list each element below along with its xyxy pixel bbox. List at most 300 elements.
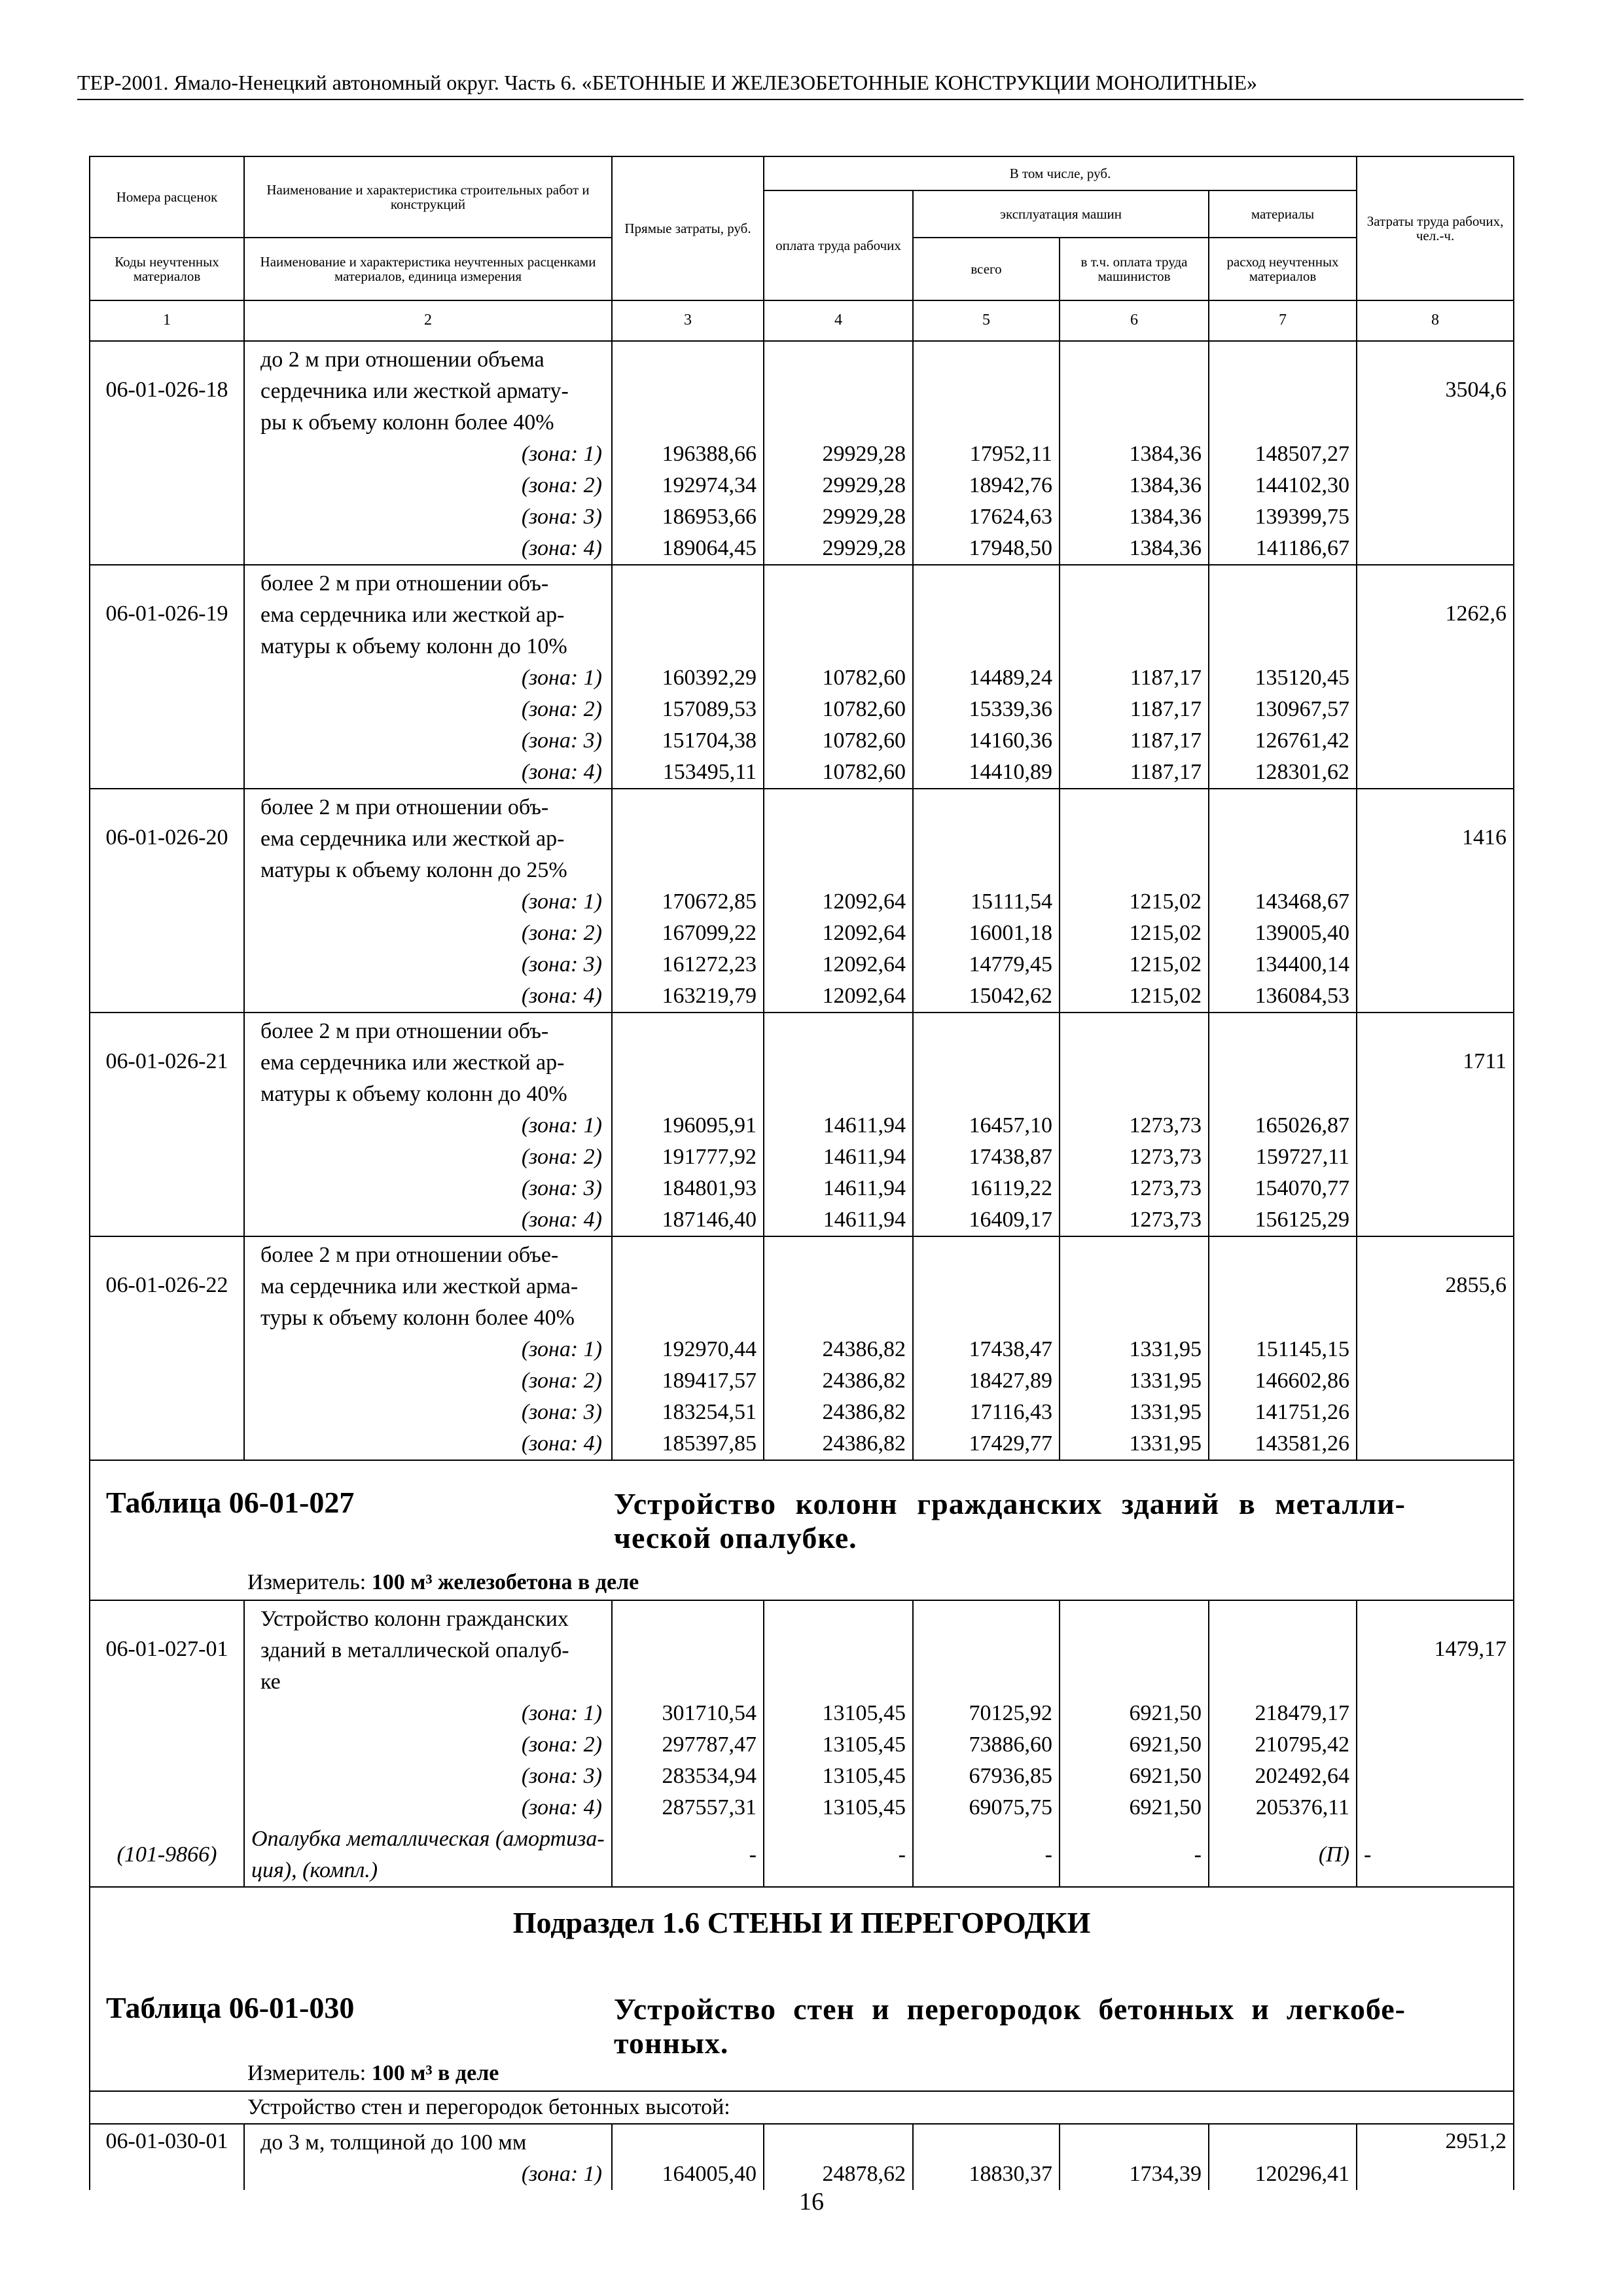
rate-description-line: ры к объему колонн более 40%	[260, 410, 554, 435]
wages-cost: 10782,60	[764, 757, 913, 789]
empty-cell	[90, 1365, 244, 1397]
empty-cell	[1357, 1792, 1514, 1823]
table-caption	[90, 1460, 1514, 1600]
machinist-wages: 1273,73	[1060, 1110, 1209, 1141]
empty-cell	[90, 694, 244, 725]
col-number: 5	[913, 300, 1060, 341]
machines-total: 16001,18	[913, 918, 1060, 949]
empty-cell	[612, 341, 764, 439]
empty-cell	[1357, 470, 1514, 501]
wages-cost: 29929,28	[764, 439, 913, 470]
wages-cost: 12092,64	[764, 980, 913, 1013]
material-value: -	[913, 1823, 1060, 1887]
direct-cost: 189417,57	[612, 1365, 764, 1397]
empty-cell	[913, 565, 1060, 662]
material-description: Опалубка металлическая (амортиза-ция), (компл.)	[244, 1823, 612, 1887]
machinist-wages: 1187,17	[1060, 757, 1209, 789]
zone-row	[90, 980, 1514, 1013]
direct-cost: 297787,47	[612, 1729, 764, 1761]
empty-cell	[913, 789, 1060, 886]
direct-cost: 161272,23	[612, 949, 764, 980]
empty-cell	[1357, 1397, 1514, 1428]
zone-label: (зона: 1)	[244, 886, 612, 918]
empty-cell	[90, 918, 244, 949]
labor-cost: 2855,6	[1357, 1236, 1514, 1334]
machines-total: 14410,89	[913, 757, 1060, 789]
table-unit	[247, 2058, 499, 2089]
direct-cost: 183254,51	[612, 1397, 764, 1428]
empty-cell	[1060, 1236, 1209, 1334]
wages-cost: 14611,94	[764, 1110, 913, 1141]
materials-cost: 202492,64	[1209, 1761, 1357, 1792]
empty-cell	[1209, 565, 1357, 662]
col-number: 1	[90, 300, 244, 341]
wages-cost: 24386,82	[764, 1365, 913, 1397]
machinist-wages: 6921,50	[1060, 1729, 1209, 1761]
direct-cost: 157089,53	[612, 694, 764, 725]
rate-entry	[90, 565, 1514, 662]
empty-cell	[764, 341, 913, 439]
empty-cell	[90, 470, 244, 501]
rate-description-line: более 2 м при отношении объ-	[260, 571, 549, 596]
machines-head: эксплуатация машин	[913, 190, 1209, 238]
empty-cell	[1209, 1236, 1357, 1334]
direct-cost: 185397,85	[612, 1428, 764, 1460]
empty-cell	[764, 1600, 913, 1698]
table-title: Устройство колонн гражданских зданий в металли-ческой опалубке.	[614, 1487, 1406, 1554]
wages-cost: 24386,82	[764, 1428, 913, 1460]
col1-head: Номера расценок	[90, 156, 244, 238]
rate-description-line: более 2 м при отношении объ-	[260, 1019, 549, 1043]
materials-cost: 159727,11	[1209, 1141, 1357, 1173]
machines-total: 15042,62	[913, 980, 1060, 1013]
zone-label: (зона: 3)	[244, 501, 612, 533]
materials-cost: 154070,77	[1209, 1173, 1357, 1204]
group-heading: Устройство стен и перегородок бетонных высотой:	[90, 2091, 1514, 2124]
machinist-wages: 1273,73	[1060, 1141, 1209, 1173]
unit-prefix: Измеритель:	[247, 1570, 366, 1594]
empty-cell	[764, 565, 913, 662]
zone-label: (зона: 1)	[244, 439, 612, 470]
zone-label: (зона: 3)	[244, 1761, 612, 1792]
materials-cost: 126761,42	[1209, 725, 1357, 757]
machinist-wages: 6921,50	[1060, 1698, 1209, 1729]
empty-cell	[1209, 341, 1357, 439]
table-number: Таблица 06-01-027	[106, 1486, 355, 1519]
zone-label: (зона: 4)	[244, 1204, 612, 1236]
zone-label: (зона: 1)	[244, 2159, 612, 2190]
zone-row	[90, 1141, 1514, 1173]
wages-cost: 12092,64	[764, 918, 913, 949]
rate-description-line: до 2 м при отношении объема	[260, 348, 544, 372]
rate-description-line: сердечника или жесткой армату-	[260, 379, 569, 403]
table-number: Таблица 06-01-030	[106, 1991, 355, 2024]
machines-total: 18427,89	[913, 1365, 1060, 1397]
direct-cost: 283534,94	[612, 1761, 764, 1792]
direct-cost: 153495,11	[612, 757, 764, 789]
machinist-wages: 1384,36	[1060, 470, 1209, 501]
empty-cell	[1357, 1365, 1514, 1397]
empty-cell	[1357, 1729, 1514, 1761]
empty-cell	[1357, 1110, 1514, 1141]
rate-description-line: Устройство колонн гражданских	[260, 1607, 569, 1631]
rate-code: 06-01-026-20	[90, 789, 244, 886]
zone-label: (зона: 1)	[244, 1698, 612, 1729]
zone-label: (зона: 3)	[244, 725, 612, 757]
empty-cell	[90, 1141, 244, 1173]
rate-description	[244, 1600, 612, 1698]
rate-code: 06-01-026-19	[90, 565, 244, 662]
machines-total: 14489,24	[913, 662, 1060, 694]
zone-row	[90, 1792, 1514, 1823]
zone-label: (зона: 1)	[244, 662, 612, 694]
direct-cost: 170672,85	[612, 886, 764, 918]
zone-row	[90, 1761, 1514, 1792]
zone-label: (зона: 4)	[244, 1792, 612, 1823]
col6-head: в т.ч. оплата труда машинистов	[1060, 238, 1209, 300]
empty-cell	[1357, 1173, 1514, 1204]
materials-cost: 130967,57	[1209, 694, 1357, 725]
wages-cost: 10782,60	[764, 694, 913, 725]
material-value: -	[612, 1823, 764, 1887]
machines-total: 18942,76	[913, 470, 1060, 501]
direct-cost: 184801,93	[612, 1173, 764, 1204]
wages-cost: 29929,28	[764, 470, 913, 501]
empty-cell	[1357, 501, 1514, 533]
col-number: 3	[612, 300, 764, 341]
machines-total: 17948,50	[913, 533, 1060, 565]
rate-code: 06-01-026-21	[90, 1013, 244, 1110]
zone-label: (зона: 4)	[244, 1428, 612, 1460]
zone-row	[90, 886, 1514, 918]
empty-cell	[1209, 2124, 1357, 2159]
zone-row	[90, 533, 1514, 565]
labor-cost: 1479,17	[1357, 1600, 1514, 1698]
machinist-wages: 1215,02	[1060, 918, 1209, 949]
machinist-wages: 1331,95	[1060, 1428, 1209, 1460]
rate-description	[244, 1236, 612, 1334]
empty-cell	[1060, 789, 1209, 886]
zone-label: (зона: 4)	[244, 980, 612, 1013]
wages-cost: 14611,94	[764, 1141, 913, 1173]
direct-cost: 191777,92	[612, 1141, 764, 1173]
machines-total: 17116,43	[913, 1397, 1060, 1428]
direct-cost: 192970,44	[612, 1334, 764, 1365]
wages-cost: 10782,60	[764, 662, 913, 694]
machines-total: 17429,77	[913, 1428, 1060, 1460]
col2-head: Наименование и характеристика строительных работ и конструкций	[244, 156, 612, 238]
materials-cost: 146602,86	[1209, 1365, 1357, 1397]
zone-row	[90, 725, 1514, 757]
rate-description-line: ема сердечника или жесткой ар-	[260, 603, 565, 627]
materials-cost: 144102,30	[1209, 470, 1357, 501]
col4-head: оплата труда рабочих	[764, 190, 913, 300]
machinist-wages: 1384,36	[1060, 533, 1209, 565]
zone-row	[90, 1698, 1514, 1729]
machines-total: 16119,22	[913, 1173, 1060, 1204]
rate-description-line: матуры к объему колонн до 40%	[260, 1082, 567, 1106]
empty-cell	[1357, 2159, 1514, 2190]
zone-row	[90, 918, 1514, 949]
empty-cell	[1357, 1141, 1514, 1173]
empty-cell	[90, 1110, 244, 1141]
empty-cell	[90, 501, 244, 533]
rate-code: 06-01-026-22	[90, 1236, 244, 1334]
direct-cost: 160392,29	[612, 662, 764, 694]
direct-cost: 167099,22	[612, 918, 764, 949]
empty-cell	[1357, 533, 1514, 565]
zone-row	[90, 1173, 1514, 1204]
table-title: Устройство стен и перегородок бетонных и легкобе-тонных.	[614, 1992, 1406, 2060]
empty-cell	[1357, 1334, 1514, 1365]
labor-cost: 2951,2	[1357, 2124, 1514, 2159]
zone-label: (зона: 4)	[244, 533, 612, 565]
labor-cost: 1711	[1357, 1013, 1514, 1110]
rate-description-line: зданий в металлической опалуб-	[260, 1638, 569, 1662]
empty-cell	[1357, 980, 1514, 1013]
materials-cost: 135120,45	[1209, 662, 1357, 694]
material-value: -	[1060, 1823, 1209, 1887]
direct-cost: 151704,38	[612, 725, 764, 757]
empty-cell	[1357, 662, 1514, 694]
empty-cell	[913, 2124, 1060, 2159]
zone-row	[90, 757, 1514, 789]
materials-cost: 218479,17	[1209, 1698, 1357, 1729]
rate-description	[244, 341, 612, 439]
zone-label: (зона: 2)	[244, 470, 612, 501]
empty-cell	[612, 2124, 764, 2159]
direct-cost: 192974,34	[612, 470, 764, 501]
zone-row	[90, 1428, 1514, 1460]
wages-cost: 14611,94	[764, 1173, 913, 1204]
labor-cost: 3504,6	[1357, 341, 1514, 439]
rate-description-line: ема сердечника или жесткой ар-	[260, 1050, 565, 1075]
machines-total: 17624,63	[913, 501, 1060, 533]
empty-cell	[612, 789, 764, 886]
col-number: 2	[244, 300, 612, 341]
machinist-wages: 1187,17	[1060, 725, 1209, 757]
materials-cost: 143468,67	[1209, 886, 1357, 918]
machinist-wages: 1187,17	[1060, 694, 1209, 725]
rate-description-line: матуры к объему колонн до 25%	[260, 858, 567, 882]
wages-cost: 29929,28	[764, 533, 913, 565]
zone-label: (зона: 3)	[244, 1397, 612, 1428]
machinist-wages: 1273,73	[1060, 1204, 1209, 1236]
empty-cell	[1209, 1600, 1357, 1698]
direct-cost: 196095,91	[612, 1110, 764, 1141]
rate-code: 06-01-030-01	[90, 2124, 244, 2159]
zone-label: (зона: 3)	[244, 1173, 612, 1204]
zone-row	[90, 1334, 1514, 1365]
col3-head: Прямые затраты, руб.	[612, 156, 764, 300]
machinist-wages: 1331,95	[1060, 1397, 1209, 1428]
unit-value: 100 м³ железобетона в деле	[371, 1570, 639, 1594]
empty-cell	[90, 1698, 244, 1729]
col1-subhead: Коды неучтенных материалов	[90, 238, 244, 300]
empty-cell	[764, 2124, 913, 2159]
empty-cell	[90, 1204, 244, 1236]
rate-description-line: ма сердечника или жесткой арма-	[260, 1274, 579, 1299]
col2-subhead: Наименование и характеристика неучтенных расценками материалов, единица измерения	[244, 238, 612, 300]
machinist-wages: 1187,17	[1060, 662, 1209, 694]
rate-description-line: ке	[260, 1670, 281, 1694]
zone-label: (зона: 2)	[244, 1365, 612, 1397]
machinist-wages: 1331,95	[1060, 1365, 1209, 1397]
wages-cost: 13105,45	[764, 1792, 913, 1823]
wages-cost: 29929,28	[764, 501, 913, 533]
zone-label: (зона: 2)	[244, 918, 612, 949]
material-value: -	[764, 1823, 913, 1887]
unit-value: 100 м³ в деле	[371, 2061, 499, 2085]
wages-cost: 12092,64	[764, 949, 913, 980]
direct-cost: 189064,45	[612, 533, 764, 565]
empty-cell	[612, 1013, 764, 1110]
rate-description-line: туры к объему колонн более 40%	[260, 1306, 575, 1330]
machines-total: 17438,87	[913, 1141, 1060, 1173]
zone-label: (зона: 4)	[244, 757, 612, 789]
empty-cell	[1357, 918, 1514, 949]
empty-cell	[913, 341, 1060, 439]
empty-cell	[90, 662, 244, 694]
empty-cell	[1209, 789, 1357, 886]
zone-row	[90, 1365, 1514, 1397]
empty-cell	[612, 565, 764, 662]
materials-cost: 139399,75	[1209, 501, 1357, 533]
direct-cost: 187146,40	[612, 1204, 764, 1236]
rate-entry	[90, 789, 1514, 886]
table-caption	[90, 1887, 1514, 2091]
rate-code: 06-01-026-18	[90, 341, 244, 439]
empty-cell	[90, 757, 244, 789]
empty-cell	[1357, 1428, 1514, 1460]
empty-cell	[1209, 1013, 1357, 1110]
col7-head: расход неучтенных материалов	[1209, 238, 1357, 300]
materials-cost: 134400,14	[1209, 949, 1357, 980]
machinist-wages: 1215,02	[1060, 886, 1209, 918]
rate-entry	[90, 2124, 1514, 2159]
rate-description	[244, 1013, 612, 1110]
wages-cost: 24386,82	[764, 1397, 913, 1428]
direct-cost: 287557,31	[612, 1792, 764, 1823]
rates-table	[89, 156, 1514, 2190]
empty-cell	[764, 789, 913, 886]
rate-description-line: матуры к объему колонн до 10%	[260, 634, 567, 658]
machines-total: 15339,36	[913, 694, 1060, 725]
machinist-wages: 6921,50	[1060, 1792, 1209, 1823]
machines-total: 14160,36	[913, 725, 1060, 757]
machines-total: 70125,92	[913, 1698, 1060, 1729]
page-number: 16	[799, 2188, 824, 2215]
empty-cell	[1060, 1013, 1209, 1110]
machinist-wages: 6921,50	[1060, 1761, 1209, 1792]
subsection-title: Подраздел 1.6 СТЕНЫ И ПЕРЕГОРОДКИ	[512, 1906, 1091, 1939]
wages-cost: 24386,82	[764, 1334, 913, 1365]
empty-cell	[612, 1236, 764, 1334]
rate-entry	[90, 341, 1514, 439]
materials-cost: 148507,27	[1209, 439, 1357, 470]
empty-cell	[90, 533, 244, 565]
materials-cost: 141751,26	[1209, 1397, 1357, 1428]
empty-cell	[90, 886, 244, 918]
unit-prefix: Измеритель:	[247, 2061, 366, 2085]
empty-cell	[1357, 949, 1514, 980]
direct-cost: 301710,54	[612, 1698, 764, 1729]
rate-description-line: более 2 м при отношении объ-	[260, 795, 549, 819]
direct-cost: 196388,66	[612, 439, 764, 470]
empty-cell	[913, 1236, 1060, 1334]
materials-cost: 205376,11	[1209, 1792, 1357, 1823]
rate-code: 06-01-027-01	[90, 1600, 244, 1698]
empty-cell	[90, 439, 244, 470]
zone-label: (зона: 3)	[244, 949, 612, 980]
machines-total: 16457,10	[913, 1110, 1060, 1141]
empty-cell	[90, 1334, 244, 1365]
empty-cell	[1357, 1698, 1514, 1729]
rate-description: до 3 м, толщиной до 100 мм	[244, 2124, 612, 2159]
col-number: 6	[1060, 300, 1209, 341]
wages-cost: 24878,62	[764, 2159, 913, 2190]
machinist-wages: 1384,36	[1060, 501, 1209, 533]
empty-cell	[1060, 565, 1209, 662]
machinist-wages: 1215,02	[1060, 980, 1209, 1013]
incl-head: В том числе, руб.	[764, 156, 1357, 190]
zone-row	[90, 694, 1514, 725]
empty-cell	[90, 1792, 244, 1823]
empty-cell	[612, 1600, 764, 1698]
material-labor: -	[1357, 1823, 1514, 1887]
zone-label: (зона: 2)	[244, 1141, 612, 1173]
empty-cell	[90, 1173, 244, 1204]
empty-cell	[1060, 2124, 1209, 2159]
empty-cell	[764, 1013, 913, 1110]
group-row	[90, 2091, 1514, 2124]
zone-label: (зона: 2)	[244, 694, 612, 725]
direct-cost: 163219,79	[612, 980, 764, 1013]
materials-cost: 136084,53	[1209, 980, 1357, 1013]
machines-total: 18830,37	[913, 2159, 1060, 2190]
col8-head: Затраты труда рабочих, чел.-ч.	[1357, 156, 1514, 300]
col-number: 7	[1209, 300, 1357, 341]
materials-cost: 210795,42	[1209, 1729, 1357, 1761]
machines-total: 67936,85	[913, 1761, 1060, 1792]
col-number: 8	[1357, 300, 1514, 341]
empty-cell	[90, 949, 244, 980]
labor-cost: 1262,6	[1357, 565, 1514, 662]
col-number: 4	[764, 300, 913, 341]
machines-total: 15111,54	[913, 886, 1060, 918]
zone-row	[90, 470, 1514, 501]
machinist-wages: 1215,02	[1060, 949, 1209, 980]
empty-cell	[1357, 725, 1514, 757]
materials-cost: 139005,40	[1209, 918, 1357, 949]
machines-total: 17438,47	[913, 1334, 1060, 1365]
materials-cost: 156125,29	[1209, 1204, 1357, 1236]
empty-cell	[90, 1729, 244, 1761]
machinist-wages: 1384,36	[1060, 439, 1209, 470]
empty-cell	[1060, 341, 1209, 439]
empty-cell	[764, 1236, 913, 1334]
zone-row	[90, 1110, 1514, 1141]
materials-cost: 120296,41	[1209, 2159, 1357, 2190]
wages-cost: 13105,45	[764, 1729, 913, 1761]
machines-total: 17952,11	[913, 439, 1060, 470]
material-value: (П)	[1209, 1823, 1357, 1887]
empty-cell	[90, 1397, 244, 1428]
rate-entry	[90, 1013, 1514, 1110]
machines-total: 73886,60	[913, 1729, 1060, 1761]
zone-row	[90, 439, 1514, 470]
empty-cell	[90, 980, 244, 1013]
